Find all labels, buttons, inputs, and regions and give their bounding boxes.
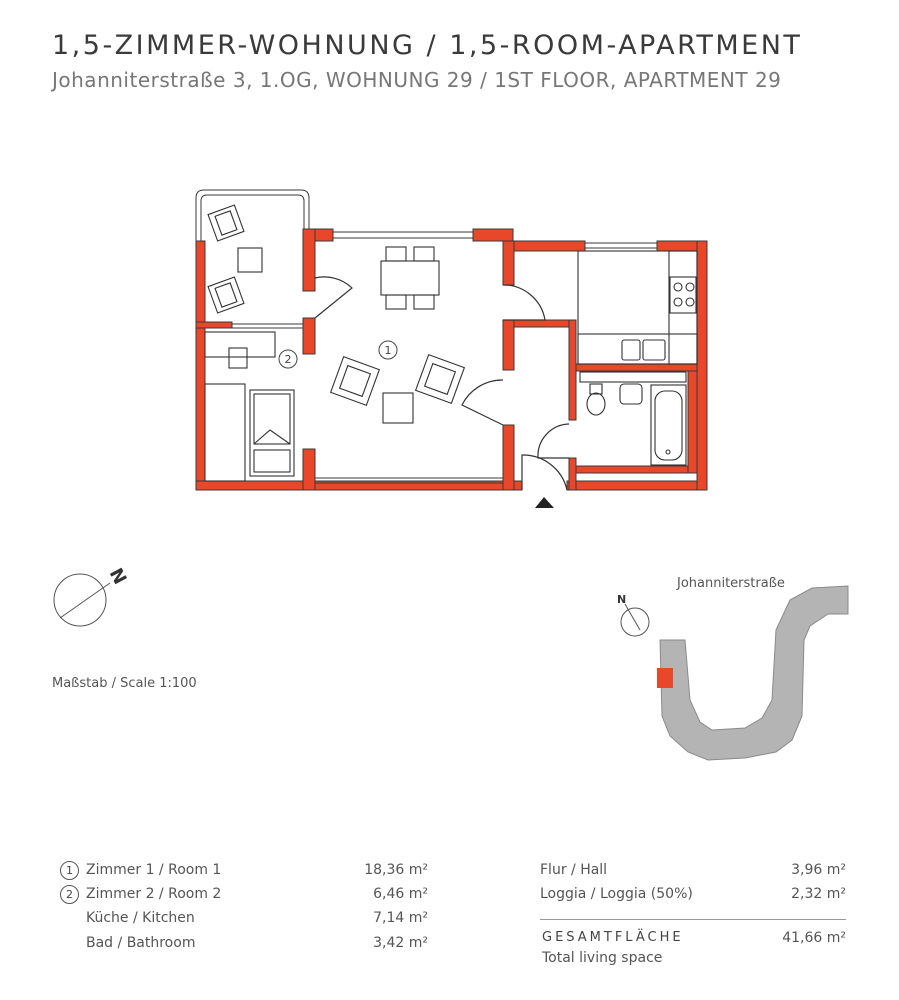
total-divider (540, 919, 846, 920)
scale-label: Maßstab / Scale 1:100 (52, 676, 197, 691)
area-value: 7,14 m² (373, 910, 428, 926)
door-kitchen (503, 285, 545, 320)
wall-inner-a (303, 229, 315, 291)
street-label: Johanniterstraße (677, 576, 785, 591)
area-value: 18,36 m² (364, 862, 428, 878)
area-label: Loggia / Loggia (50%) (540, 886, 693, 902)
site-north-label: N (617, 593, 627, 606)
wall-top-b (473, 229, 513, 241)
door-hall (462, 380, 503, 425)
compass-icon (54, 574, 106, 626)
area-label: Flur / Hall (540, 862, 608, 878)
door-loggia (315, 277, 352, 318)
total-sublabel: Total living space (542, 950, 663, 966)
wall-hall-b (503, 320, 514, 370)
area-value: 2,32 m² (791, 886, 846, 902)
site-map (660, 586, 848, 760)
wall-bottom-left (196, 481, 522, 490)
area-label: Bad / Bathroom (86, 935, 196, 951)
wall-hall-a (503, 241, 514, 285)
area-value: 3,42 m² (373, 935, 428, 951)
wall-loggia-sill (196, 322, 232, 328)
furniture (205, 205, 697, 481)
wall-inner-c (303, 449, 315, 490)
wall-bath-top (576, 364, 697, 371)
doors (315, 277, 569, 490)
entrance-arrow-icon (535, 497, 554, 508)
wall-hall-c (503, 425, 514, 490)
site-apartment-marker (657, 668, 673, 688)
north-label: N (104, 564, 131, 589)
windows (196, 190, 657, 483)
area-value: 6,46 m² (373, 886, 428, 902)
wall-inner-b (303, 318, 315, 354)
area-value: 3,96 m² (791, 862, 846, 878)
room1-badge: 1 (384, 344, 392, 357)
page-subtitle: Johanniterstraße 3, 1.OG, WOHNUNG 29 / 1ST FLOOR, APARTMENT 29 (52, 68, 782, 92)
page-title: 1,5-ZIMMER-WOHNUNG / 1,5-ROOM-APARTMENT (52, 30, 803, 61)
area-badge: 1 (60, 861, 79, 880)
area-label: Küche / Kitchen (86, 910, 195, 926)
wall-top-c (503, 241, 585, 251)
wall-kitchen-bottom (514, 320, 576, 327)
total-label: GESAMTFLÄCHE (542, 930, 684, 945)
loggia-rail (196, 190, 309, 241)
area-badge: 2 (60, 885, 79, 904)
wall-bottom-right (567, 481, 707, 490)
total-value: 41,66 m² (782, 930, 846, 946)
wall-left (196, 241, 205, 490)
door-bath (538, 424, 569, 458)
wall-right (697, 241, 707, 490)
area-label: Zimmer 1 / Room 1 (86, 862, 222, 878)
wall-bath-left-b (569, 458, 576, 490)
door-entrance (522, 455, 567, 490)
area-label: Zimmer 2 / Room 2 (86, 886, 222, 902)
wall-bath-right (688, 371, 697, 473)
wall-bath-left-a (569, 320, 576, 420)
room2-badge: 2 (284, 353, 292, 366)
wall-bath-bottom (576, 466, 697, 473)
